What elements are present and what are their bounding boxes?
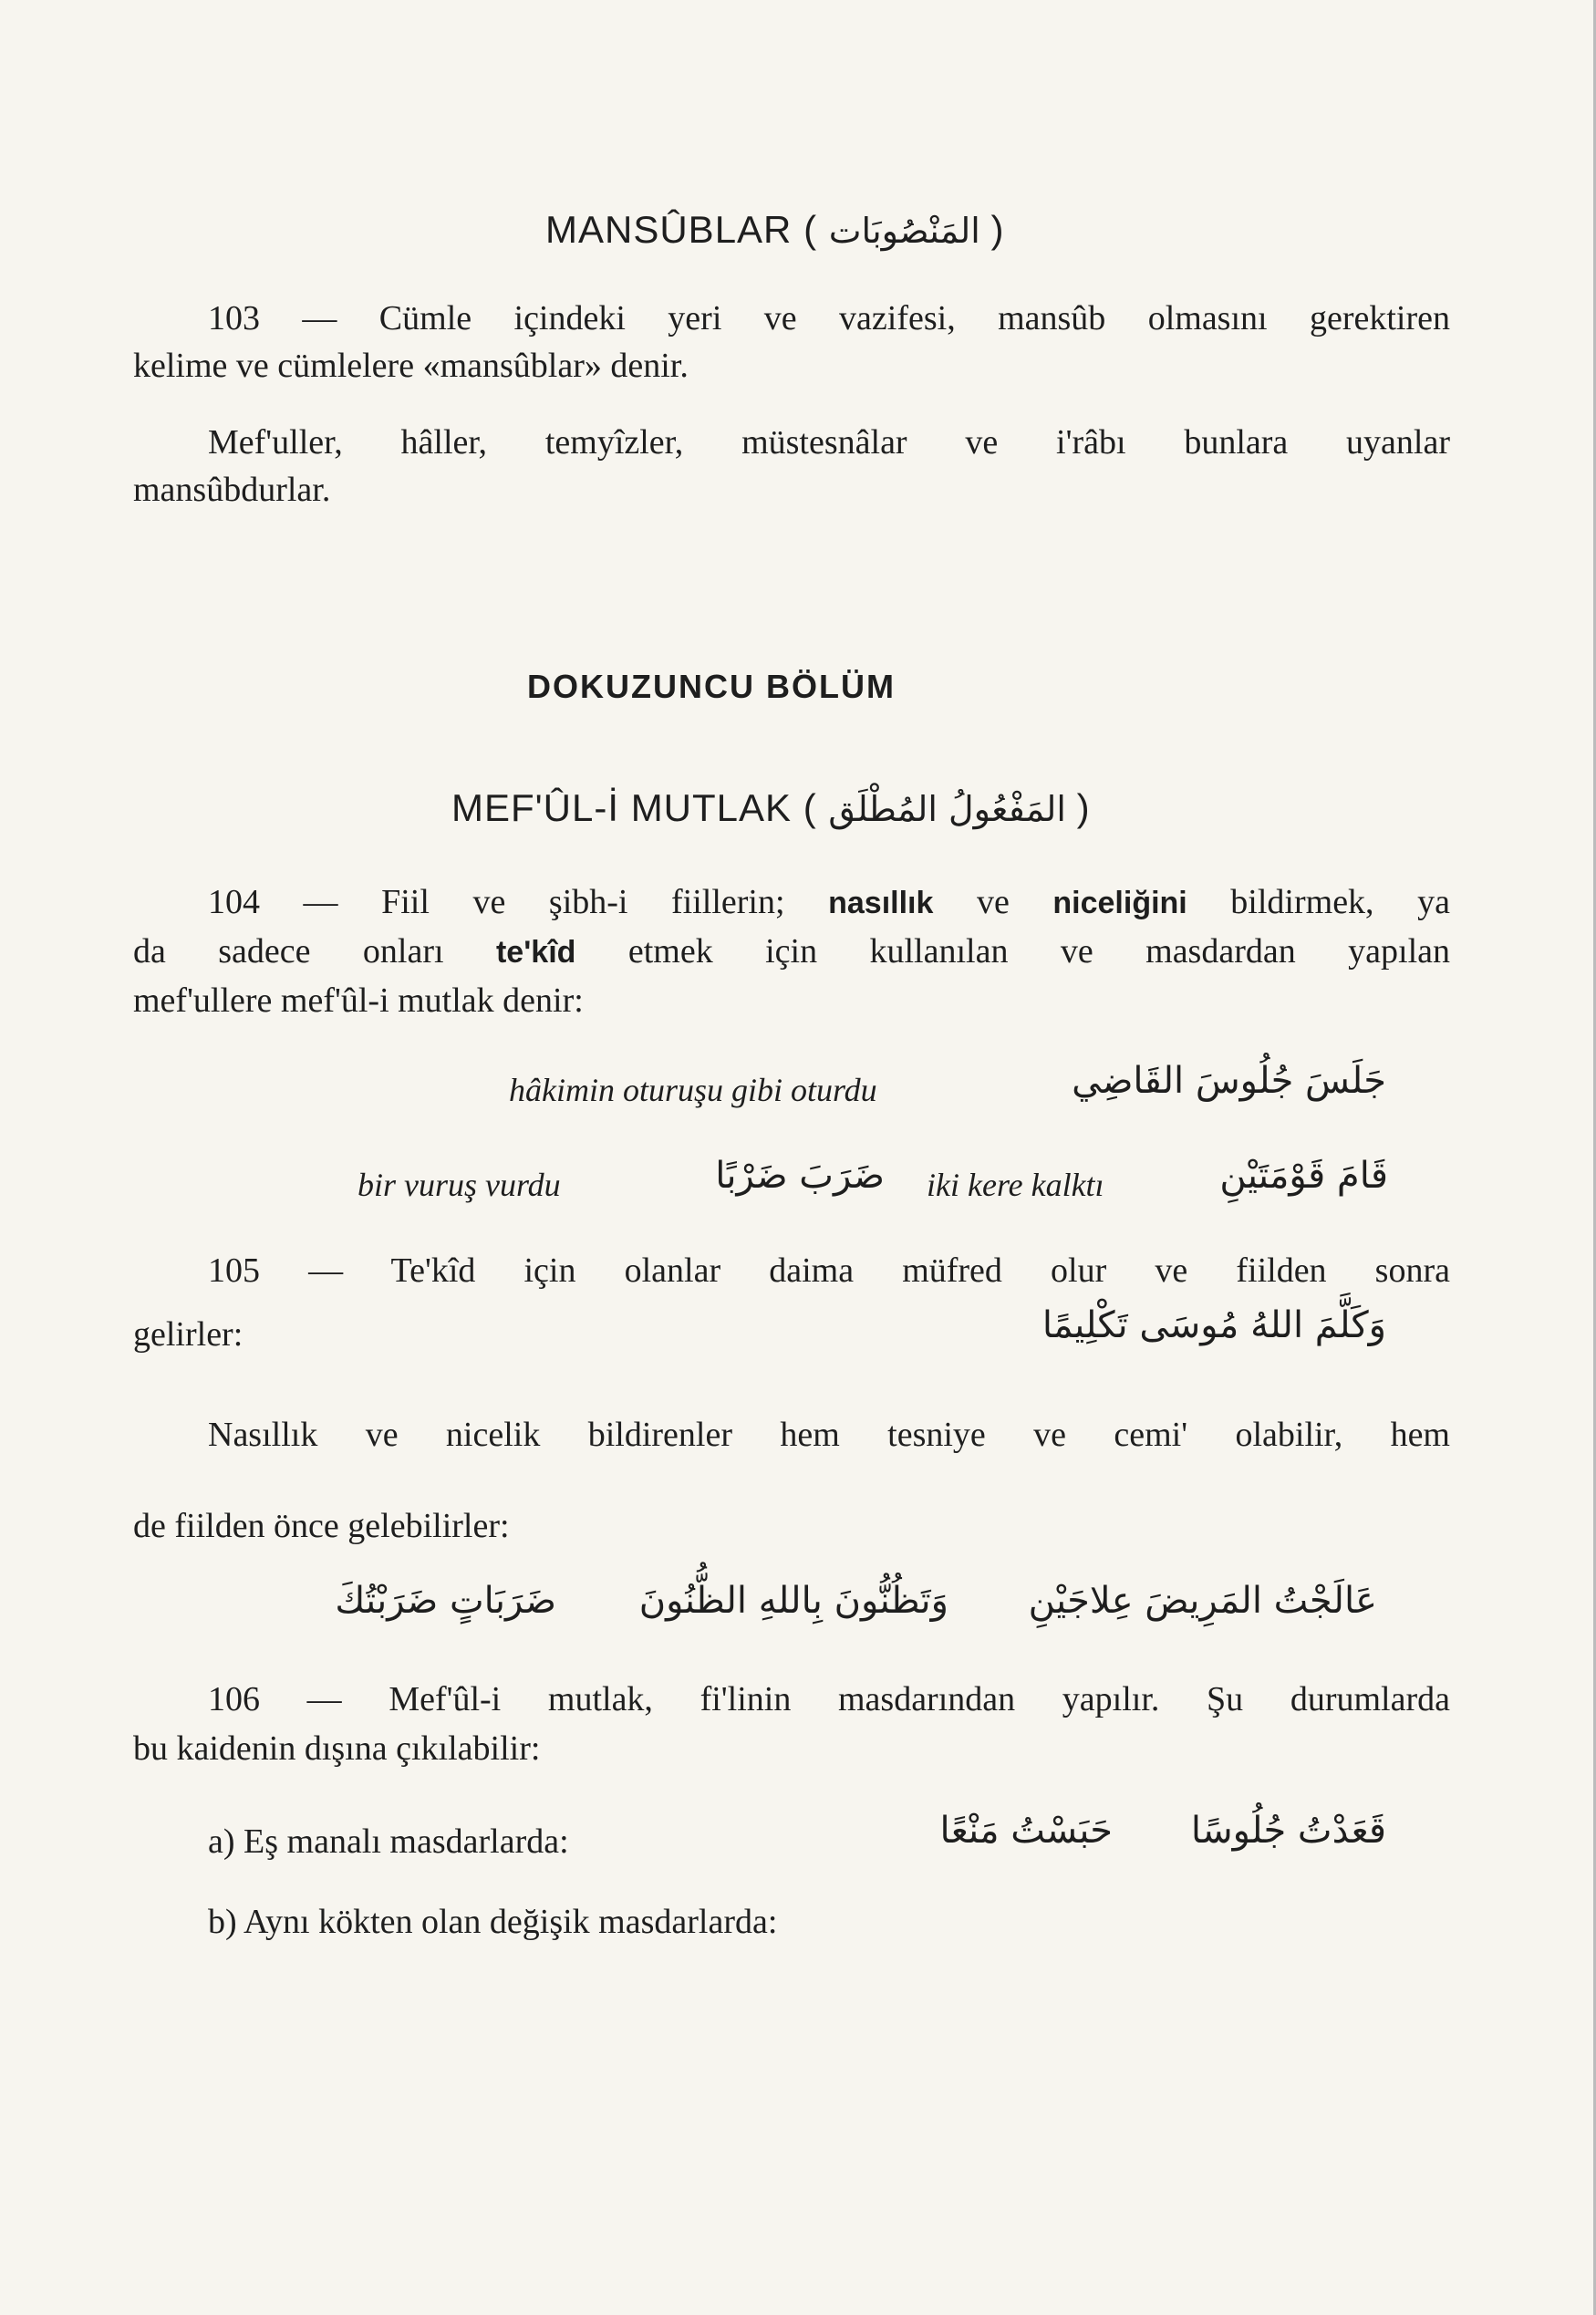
- example1-translation: hâkimin oturuşu gibi oturdu: [509, 1072, 877, 1108]
- example2-translation: bir vuruş vurdu: [358, 1167, 561, 1203]
- bold-term: te'kîd: [495, 935, 576, 970]
- item-a-arabic2: حَبَسْتُ مَنْعًا: [939, 1810, 1113, 1852]
- heading-text: MANSÛBLAR: [545, 208, 793, 251]
- paren-close: ): [1065, 786, 1091, 829]
- text: ve: [933, 883, 1053, 921]
- para-meful-line2: mansûbdurlar.: [133, 471, 331, 509]
- item-a: a) Eş manalı masdarlarda:: [208, 1822, 569, 1861]
- para-103-line1: 103 — Cümle içindeki yeri ve vazifesi, mansûb olmasını gerektiren: [208, 299, 1450, 337]
- para-nasillik-line1: Nasıllık ve nicelik bildirenler hem tesniye ve cemi' olabilir, hem: [208, 1416, 1450, 1454]
- heading-arabic: المَنْصُوبَات: [828, 211, 980, 251]
- example1-arabic: جَلَسَ جُلُوسَ القَاضِي: [1072, 1060, 1386, 1102]
- bold-term: nasıllık: [828, 886, 934, 920]
- heading-text: MEF'ÛL-İ MUTLAK: [451, 786, 793, 829]
- example3-arabic: قَامَ قَوْمَتَيْنِ: [1219, 1155, 1388, 1197]
- text: kelime ve cümlelere: [133, 347, 423, 385]
- paren-open: (: [803, 786, 829, 829]
- para-106-line1: 106 — Mef'ûl-i mutlak, fi'linin masdarından yapılır. Şu durumlarda: [208, 1680, 1450, 1718]
- text: etmek için kullanılan ve masdardan yapılan: [575, 932, 1450, 971]
- text: da sadece onları: [133, 932, 496, 971]
- para-meful-line1: Mef'uller, hâller, temyîzler, müstesnâlar ve i'râbı bunlara uyanlar: [208, 423, 1450, 462]
- example5-arabic: عَالَجْتُ المَرِيضَ عِلاجَيْنِ: [1028, 1580, 1377, 1622]
- text: 104 — Fiil ve şibh-i fiillerin;: [208, 883, 829, 921]
- paren-open: (: [803, 208, 829, 251]
- para-104-line3: mef'ullere mef'ûl-i mutlak denir:: [133, 981, 584, 1020]
- heading-arabic: المَفْعُولُ المُطْلَق: [828, 789, 1066, 829]
- para-106-line2: bu kaidenin dışına çıkılabilir:: [133, 1729, 541, 1768]
- example4-arabic: وَكَلَّمَ اللهُ مُوسَى تَكْلِيمًا: [1042, 1304, 1386, 1346]
- quoted-term: «mansûblar»: [422, 347, 602, 385]
- para-nasillik-line2: de fiilden önce gelebilirler:: [133, 1507, 510, 1545]
- item-b: b) Aynı kökten olan değişik masdarlarda:: [208, 1903, 778, 1941]
- example6-arabic: وَتَظُنُّونَ بِاللهِ الظُّنُونَ: [638, 1580, 948, 1622]
- para-105-line1: 105 — Te'kîd için olanlar daima müfred olur ve fiilden sonra: [208, 1251, 1450, 1290]
- bold-term: niceliğini: [1052, 886, 1187, 920]
- text: bildirmek, ya: [1187, 883, 1450, 921]
- section-heading-mansublar: [545, 208, 1004, 252]
- example2-arabic: ضَرَبَ ضَرْبًا: [715, 1155, 885, 1197]
- part-title: DOKUZUNCU BÖLÜM: [527, 668, 896, 705]
- para-104-line2: [133, 925, 1450, 979]
- section-heading-meful-mutlak: [451, 786, 1091, 830]
- example3-translation: iki kere kalktı: [927, 1167, 1104, 1203]
- para-103-line2: [133, 339, 689, 392]
- para-104-line1: [208, 876, 1450, 929]
- para-105-line2: gelirler:: [133, 1315, 244, 1354]
- example7-arabic: ضَرَبَاتٍ ضَرَبْتُكَ: [335, 1580, 556, 1622]
- text: denir.: [601, 347, 689, 385]
- paren-close: ): [979, 208, 1005, 251]
- item-a-arabic1: قَعَدْتُ جُلُوسًا: [1190, 1810, 1386, 1852]
